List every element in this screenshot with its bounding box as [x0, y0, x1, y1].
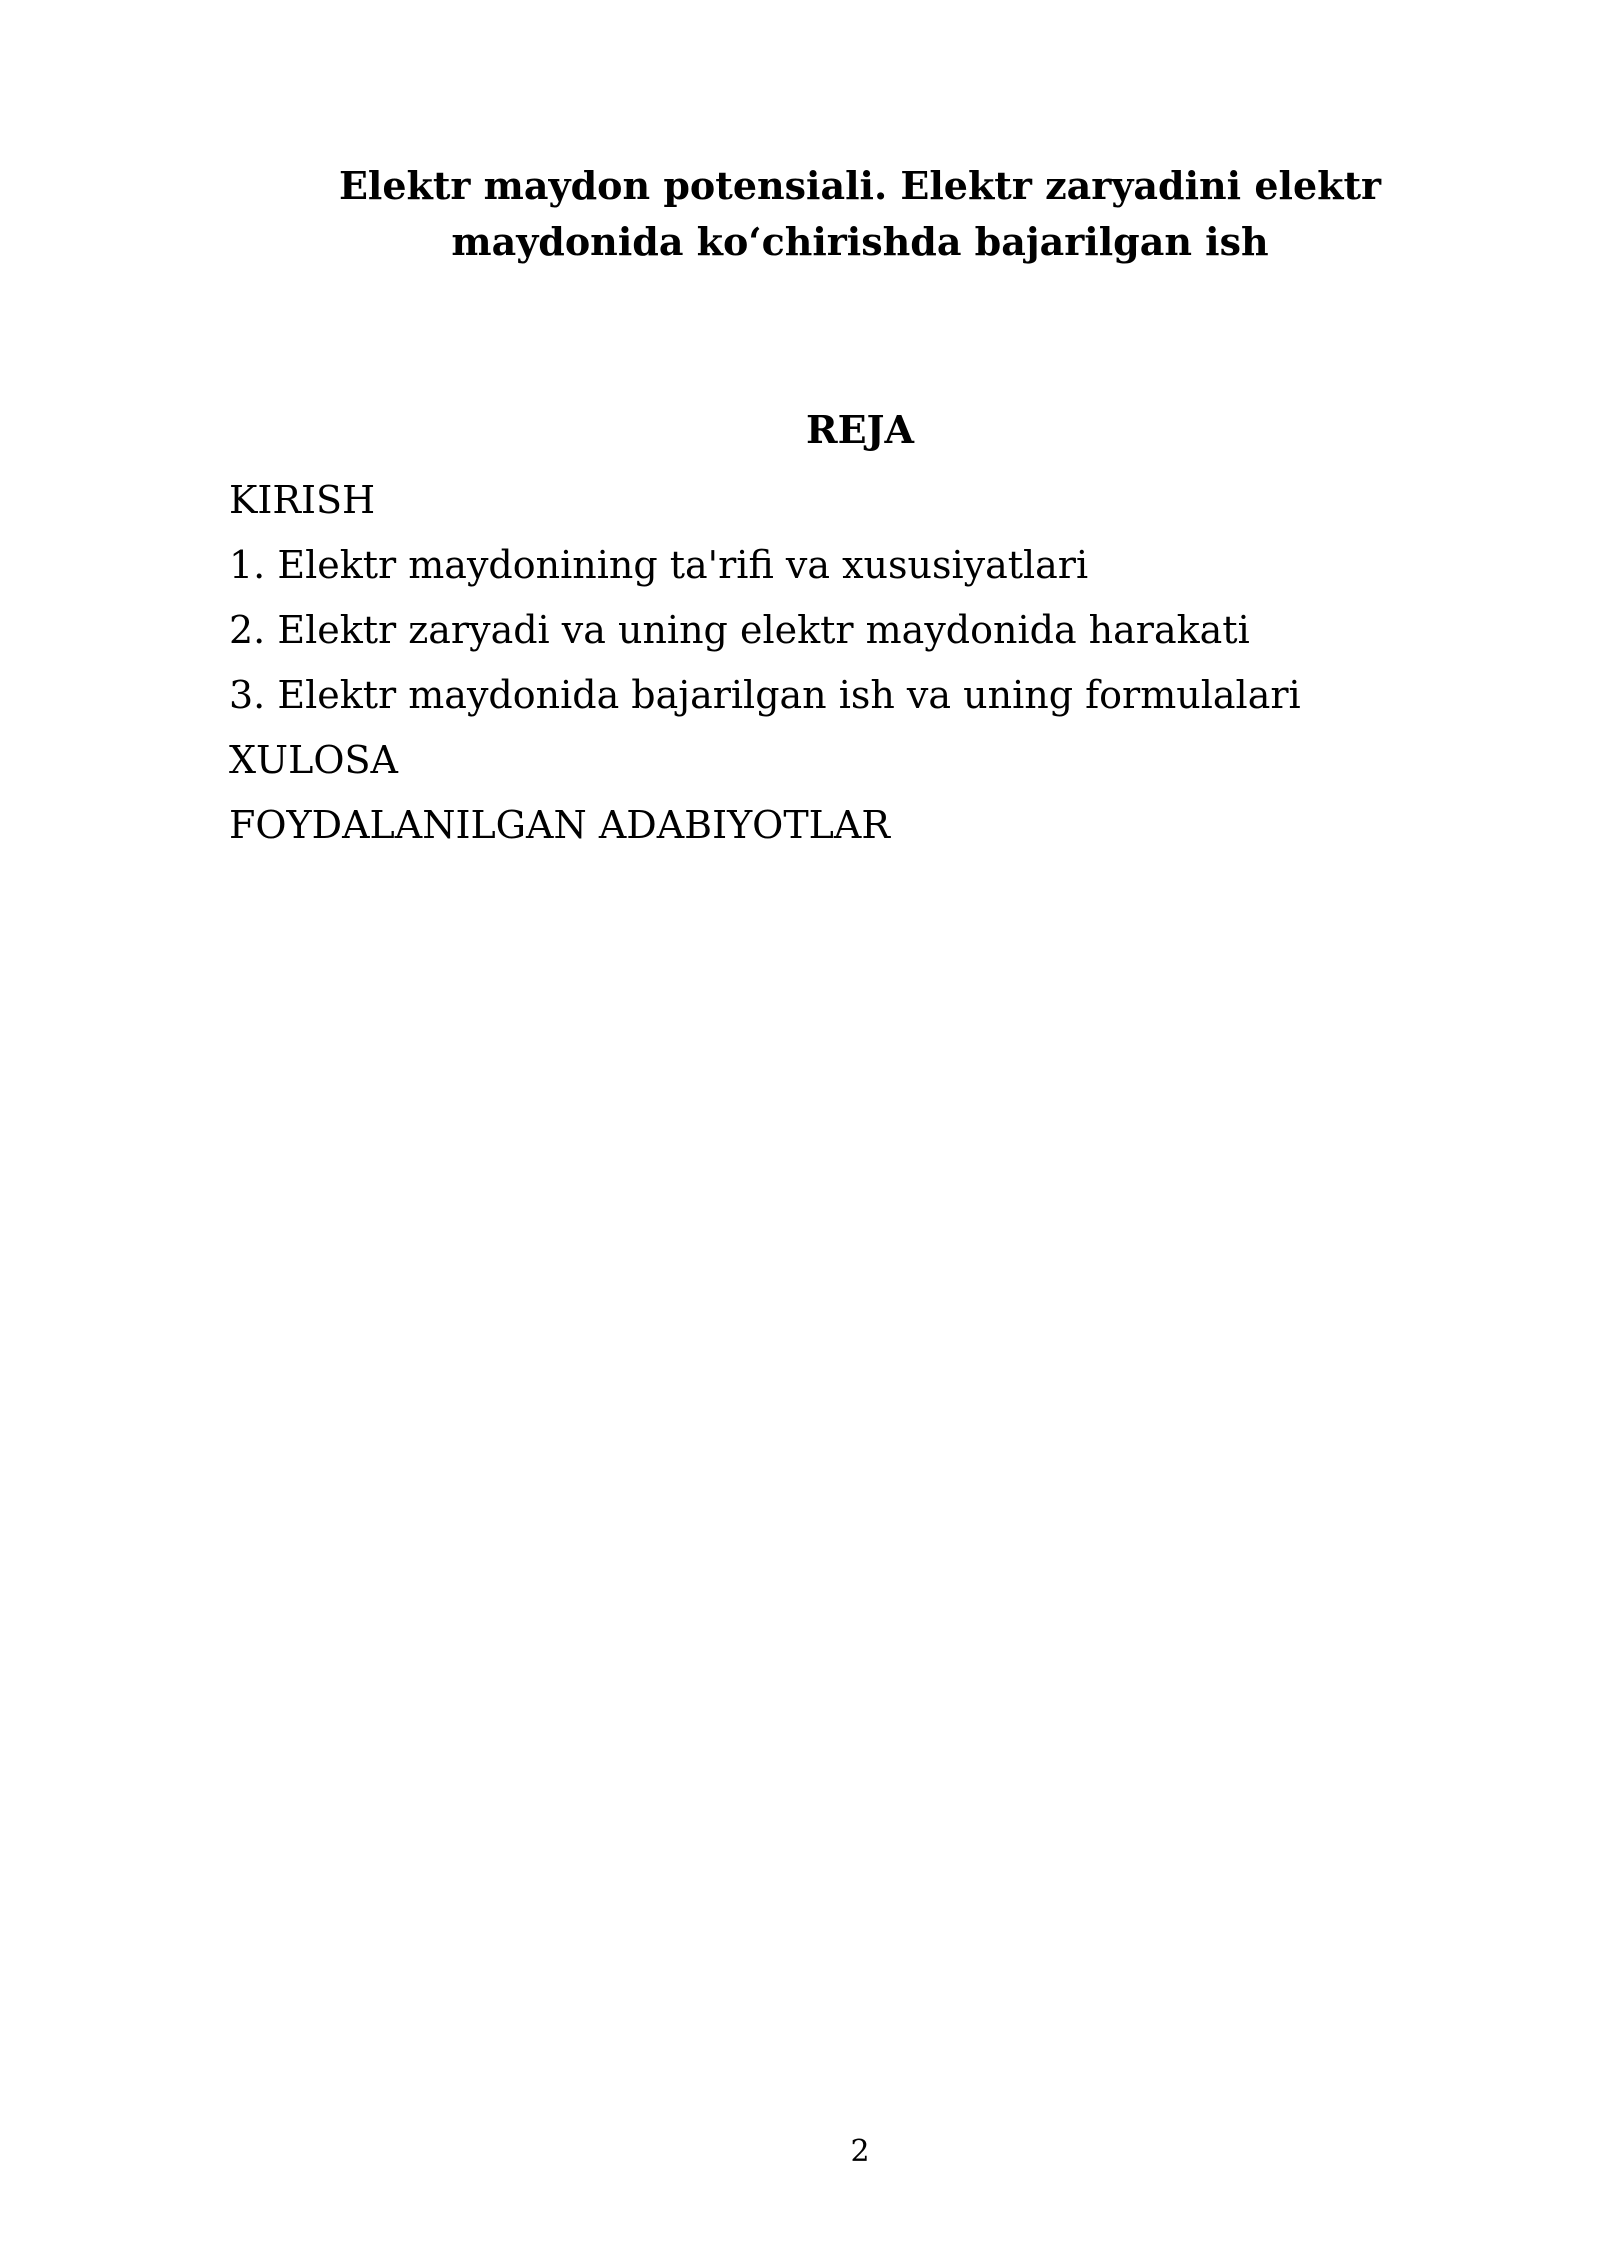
plan-item-references: FOYDALANILGAN ADABIYOTLAR — [229, 803, 890, 847]
plan-item-introduction: KIRISH — [229, 478, 376, 522]
plan-heading: REJA — [805, 407, 914, 452]
plan-item-1: 1. Elektr maydonining ta'rifi va xususiyatlari — [229, 543, 1089, 587]
document-title-line-1: Elektr maydon potensiali. Elektr zaryadini elektr — [338, 163, 1382, 208]
plan-item-conclusion: XULOSA — [229, 738, 398, 782]
page-number: 2 — [850, 2134, 870, 2169]
document-title — [300, 158, 1420, 270]
document-title-line-2: maydonida ko‘chirishda bajarilgan ish — [451, 219, 1269, 264]
plan-list — [229, 470, 1429, 860]
plan-item-2: 2. Elektr zaryadi va uning elektr maydonida harakati — [229, 608, 1250, 652]
plan-item-3: 3. Elektr maydonida bajarilgan ish va uning formulalari — [229, 673, 1301, 717]
